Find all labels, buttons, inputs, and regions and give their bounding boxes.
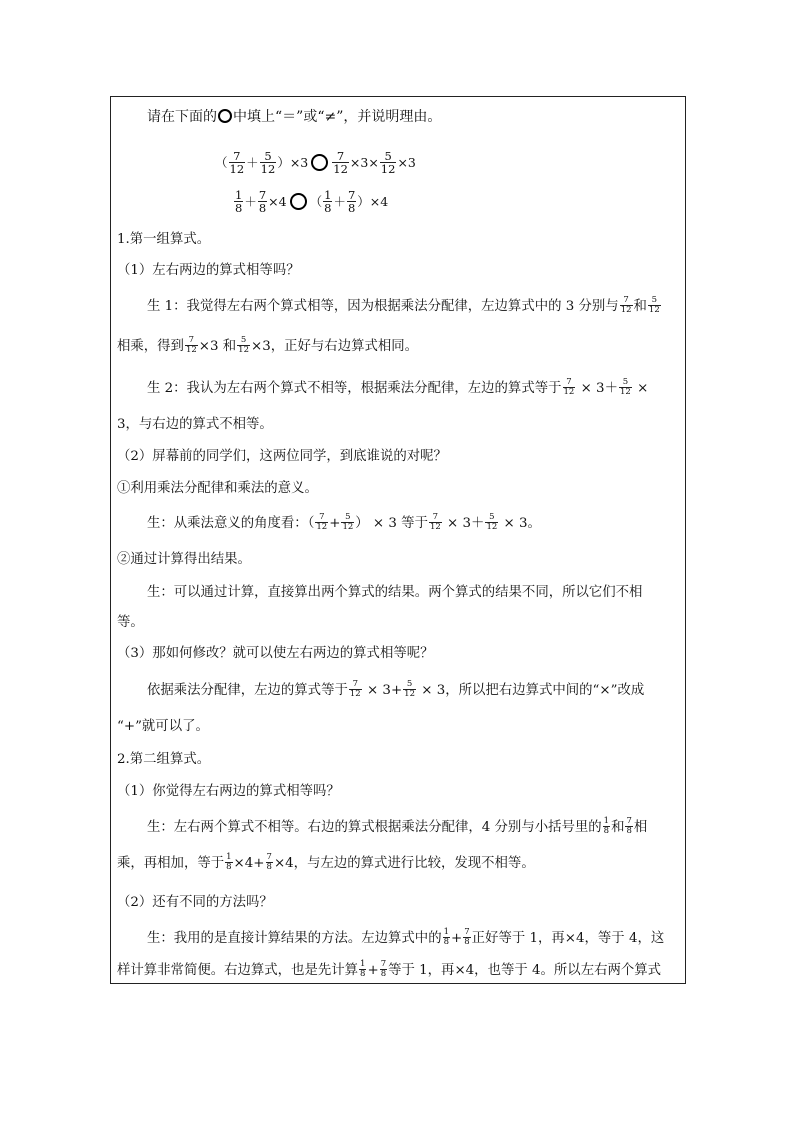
- text: 生：我用的是直接计算结果的方法。左边算式中的: [147, 931, 442, 946]
- numerator: 7: [188, 335, 195, 345]
- text: 和: [611, 820, 625, 835]
- section1-answer3-line2: “+”就可以了。: [117, 719, 209, 734]
- fraction-7-12: [332, 150, 349, 175]
- section1-method1: ①利用乘法分配律和乘法的意义。: [117, 481, 318, 496]
- fraction-5-12: [380, 150, 397, 175]
- denominator: 8: [258, 201, 267, 215]
- numerator: 7: [233, 149, 241, 163]
- numerator: 5: [384, 149, 392, 163]
- eq1-open-paren: （: [215, 155, 228, 170]
- equation-2: [233, 190, 388, 215]
- text: ×: [632, 381, 649, 396]
- section1-q3: （3）那如何修改？就可以使左右两边的算式相等呢？: [117, 646, 434, 661]
- denominator: 8: [266, 862, 272, 872]
- section1-method2-answer-line1: 生：可以通过计算，直接算出两个算式的结果。两个算式的结果不同，所以它们不相: [147, 585, 643, 600]
- numerator: 5: [240, 335, 247, 345]
- section1-student2-line2: 3，与右边的算式不相等。: [117, 417, 273, 432]
- section2-title: 2.第二组算式。: [117, 752, 211, 767]
- fraction-1-8: [225, 853, 232, 872]
- plus-sign: +: [451, 931, 463, 946]
- numerator: 7: [623, 295, 629, 305]
- fraction-1-8: [443, 928, 450, 947]
- text: ×3 和: [198, 339, 237, 354]
- numerator: 7: [432, 512, 439, 522]
- instruction-post: 中填上“＝”或“≠”，并说明理由。: [233, 109, 442, 125]
- section1-title: 1.第一组算式。: [117, 232, 211, 247]
- text: × 3＋: [442, 516, 485, 531]
- fraction-7-8: [266, 853, 273, 872]
- denominator: 8: [235, 201, 243, 215]
- fraction-7-12: [185, 336, 198, 355]
- instruction-line: [147, 107, 441, 127]
- plus-sign: ＋: [244, 194, 257, 209]
- numerator: 1: [226, 852, 232, 862]
- numerator: 7: [258, 188, 267, 202]
- denominator: 12: [404, 689, 415, 699]
- plus-sign: ＋: [333, 194, 346, 209]
- text: ×3，正好与右边算式相同。: [251, 339, 419, 354]
- denominator: 8: [626, 826, 632, 836]
- fraction-1-8: [603, 817, 610, 836]
- denominator: 8: [360, 969, 366, 979]
- text: 生 1：我觉得左右两个算式相等，因为根据乘法分配律，左边算式中的 3 分别与: [147, 299, 619, 314]
- numerator: 1: [235, 188, 243, 202]
- eq2-times: ×4: [268, 194, 287, 209]
- denominator: 8: [324, 201, 332, 215]
- section1-student2-line1: [147, 379, 648, 399]
- fraction-1-8: [323, 189, 332, 214]
- text: 依据乘法分配律，左边的算式等于: [147, 683, 348, 698]
- text: 等于 1，再×4，也等于 4。所以左右两个算式: [388, 963, 662, 978]
- fraction-5-12: [485, 513, 498, 532]
- denominator: 12: [316, 522, 328, 532]
- section1-method1-answer: [147, 514, 541, 534]
- equation-1: [215, 151, 416, 176]
- fraction-5-12: [403, 680, 416, 699]
- fraction-7-8: [258, 189, 267, 214]
- fraction-1-8: [359, 960, 366, 979]
- instruction-pre: 请在下面的: [147, 109, 217, 125]
- denominator: 12: [380, 162, 396, 176]
- fraction-5-12: [648, 296, 661, 315]
- section1-method2-answer-line2: 等。: [117, 615, 144, 630]
- section1-q1: （1）左右两边的算式相等吗？: [117, 263, 300, 278]
- text: 正好等于 1，再×4，等于 4，这: [471, 931, 665, 946]
- numerator: 7: [347, 188, 356, 202]
- fraction-7-12: [229, 150, 246, 175]
- numerator: 5: [651, 295, 658, 305]
- denominator: 12: [333, 162, 348, 176]
- denominator: 12: [229, 162, 245, 176]
- plus-sign: +: [367, 963, 379, 978]
- answer-circle-1[interactable]: [311, 154, 328, 171]
- fraction-5-12: [619, 378, 632, 397]
- numerator: 7: [352, 679, 358, 689]
- text: ） × 3 等于: [355, 516, 428, 531]
- fraction-5-12: [341, 513, 354, 532]
- numerator: 7: [380, 959, 387, 969]
- section2-answer-line1: [147, 818, 647, 838]
- eq1-close-times: ）×3: [277, 155, 309, 170]
- denominator: 12: [185, 345, 197, 355]
- fraction-1-8: [234, 189, 243, 214]
- fraction-7-12: [315, 513, 328, 532]
- section1-method2: ②通过计算得出结果。: [117, 552, 251, 567]
- section1-student1-line1: [147, 297, 662, 317]
- circle-icon: [218, 109, 232, 123]
- section1-answer3-line1: [147, 681, 644, 701]
- text: ×4+: [233, 856, 265, 871]
- numerator: 1: [603, 816, 610, 826]
- denominator: 12: [620, 305, 632, 315]
- fraction-7-8: [347, 189, 356, 214]
- numerator: 7: [319, 512, 325, 522]
- section2-method-line2: [117, 961, 661, 981]
- section2-answer-line2: [117, 854, 535, 874]
- eq1-tail: ×3: [397, 155, 416, 170]
- denominator: 12: [429, 522, 441, 532]
- plus-sign: +: [329, 516, 341, 531]
- numerator: 7: [464, 927, 470, 937]
- denominator: 12: [563, 387, 575, 397]
- numerator: 7: [626, 816, 632, 826]
- text: 样计算非常简便。右边算式，也是先计算: [117, 963, 359, 978]
- fraction-7-8: [380, 960, 387, 979]
- numerator: 7: [566, 377, 572, 387]
- fraction-5-12: [237, 336, 250, 355]
- text: 生：左右两个算式不相等。右边的算式根据乘法分配律，4 分别与小括号里的: [147, 820, 602, 835]
- numerator: 7: [266, 852, 272, 862]
- plus-sign: ＋: [246, 155, 259, 170]
- text: 生 2：我认为左右两个算式不相等，根据乘法分配律，左边的算式等于: [147, 381, 562, 396]
- content-frame: [110, 96, 686, 984]
- denominator: 8: [443, 937, 450, 947]
- numerator: 5: [622, 377, 629, 387]
- numerator: 5: [345, 512, 351, 522]
- section2-q2: （2）还有不同的方法吗？: [117, 895, 273, 910]
- denominator: 8: [464, 937, 470, 947]
- text: × 3+: [362, 683, 403, 698]
- denominator: 12: [648, 305, 660, 315]
- numerator: 5: [406, 679, 413, 689]
- fraction-7-12: [429, 513, 442, 532]
- numerator: 1: [443, 927, 450, 937]
- text: 乘，再相加，等于: [117, 856, 225, 871]
- fraction-7-8: [625, 817, 632, 836]
- denominator: 12: [260, 162, 276, 176]
- numerator: 5: [489, 512, 495, 522]
- text: × 3，所以把右边算式中间的“×”改成: [417, 683, 645, 698]
- denominator: 12: [342, 522, 354, 532]
- text: 生：从乘法意义的角度看：（: [147, 516, 315, 531]
- text: ×4，与左边的算式进行比较，发现不相等。: [273, 856, 535, 871]
- text: × 3＋: [576, 381, 618, 396]
- section2-method-line1: [147, 929, 664, 949]
- text: 和: [633, 299, 647, 314]
- fraction-5-12: [260, 150, 277, 175]
- section1-q2: （2）屏幕前的同学们，这两位同学，到底谁说的对呢？: [117, 449, 447, 464]
- eq1-times: ×3×: [349, 155, 379, 170]
- section1-student1-line2: [117, 337, 418, 357]
- numerator: 5: [264, 149, 272, 163]
- denominator: 12: [619, 387, 631, 397]
- numerator: 1: [324, 188, 332, 202]
- denominator: 12: [349, 689, 361, 699]
- fraction-7-12: [563, 378, 576, 397]
- text: 相乘，得到: [117, 339, 184, 354]
- denominator: 8: [380, 969, 387, 979]
- section2-q1: （1）你觉得左右两边的算式相等吗？: [117, 784, 340, 799]
- text: 相: [633, 820, 648, 835]
- denominator: 8: [226, 862, 232, 872]
- fraction-7-8: [463, 928, 470, 947]
- numerator: 7: [336, 149, 345, 163]
- eq2-close-times: ）×4: [357, 194, 389, 209]
- denominator: 8: [347, 201, 356, 215]
- fraction-7-12: [349, 680, 362, 699]
- fraction-7-12: [620, 296, 633, 315]
- denominator: 12: [486, 522, 498, 532]
- numerator: 1: [360, 959, 366, 969]
- eq2-open-paren: （: [309, 194, 323, 209]
- denominator: 12: [238, 345, 249, 355]
- answer-circle-2[interactable]: [290, 193, 307, 210]
- denominator: 8: [603, 826, 610, 836]
- text: × 3。: [499, 516, 541, 531]
